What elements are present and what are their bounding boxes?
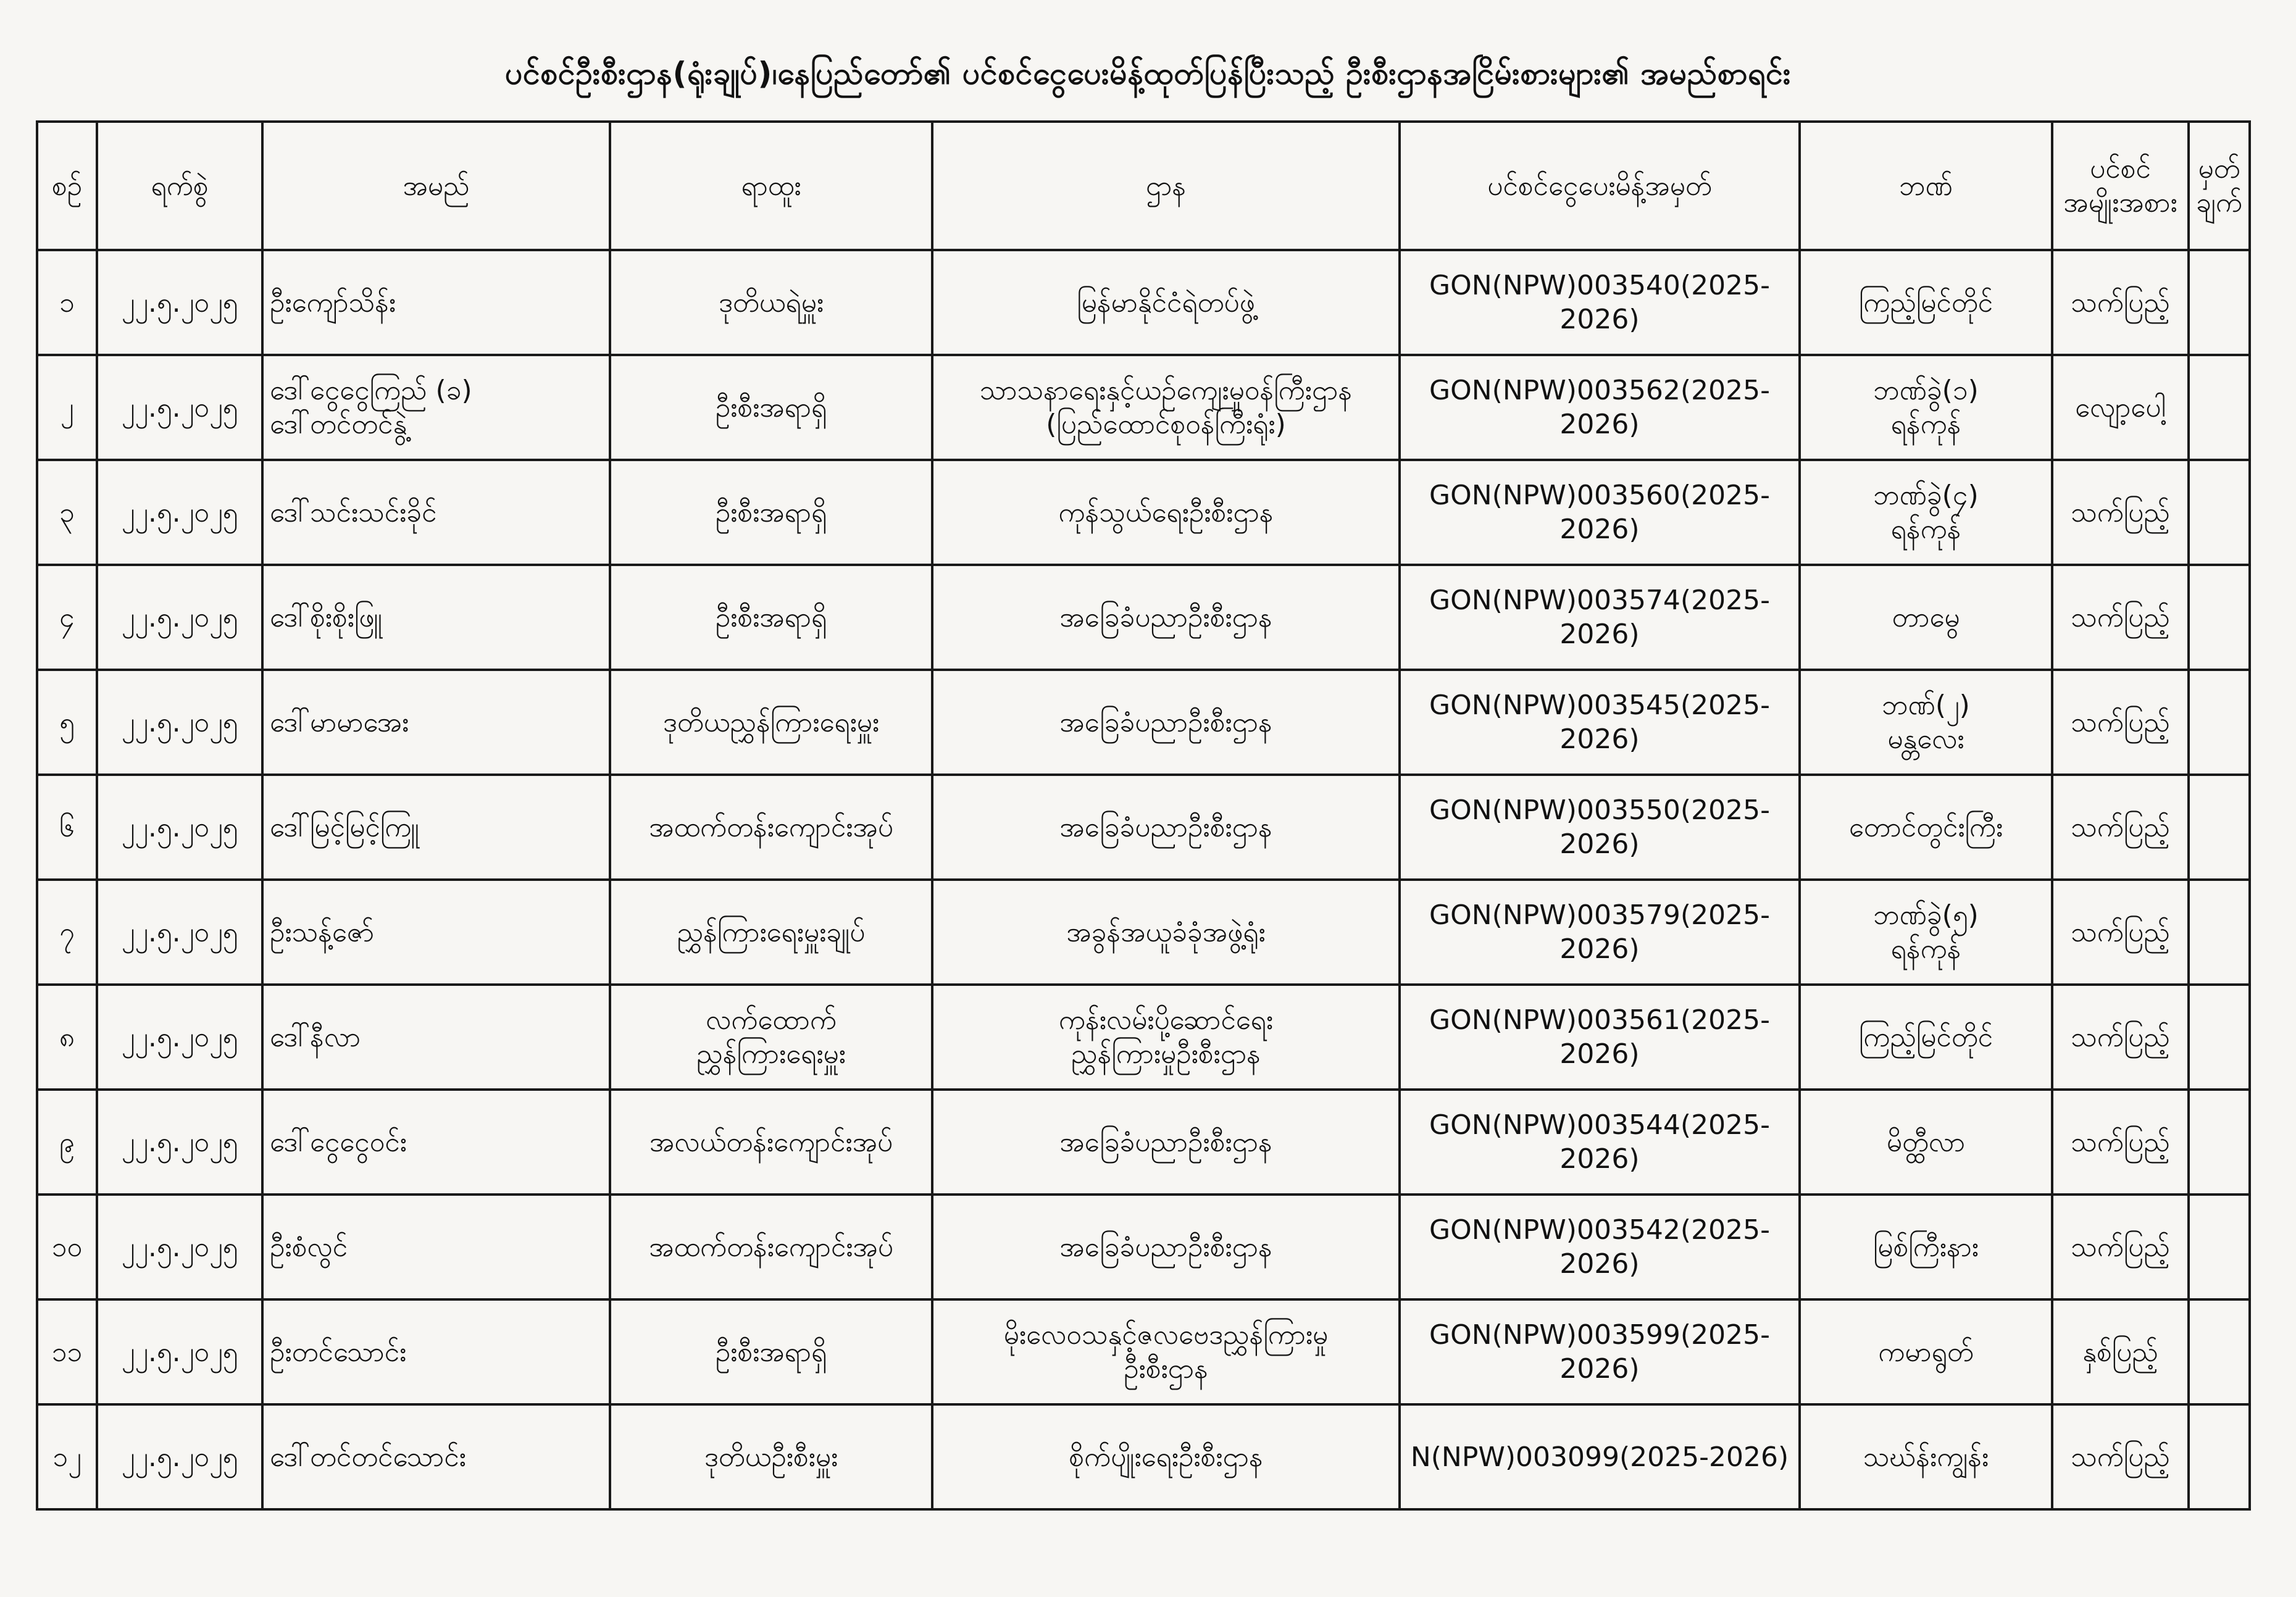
cell-dept [932, 1404, 1400, 1509]
table-body [37, 250, 2250, 1509]
cell-name [262, 1195, 610, 1299]
cell-rank [610, 880, 932, 985]
table-row [37, 460, 2250, 565]
header-type [2052, 122, 2189, 250]
table-row [37, 1299, 2250, 1404]
cell-dept [932, 880, 1400, 985]
cell-dept-line2: (ပြည်ထောင်စုဝန်ကြီးရုံး) [1046, 409, 1286, 440]
cell-name-line1: ဒေါ်ငွေငွေဝင်း [270, 1126, 407, 1158]
cell-dept-line1: မိုးလေဝသနှင့်ဇလဗေဒညွှန်ကြားမှု [1003, 1319, 1329, 1351]
cell-pension-no: GON(NPW)003561(2025-2026) [1400, 985, 1800, 1090]
cell-dept-line2: ဦးစီးဌာန [1124, 1353, 1208, 1385]
cell-name [262, 1404, 610, 1509]
cell-name [262, 985, 610, 1090]
cell-remark [2189, 1090, 2250, 1195]
table-row [37, 1090, 2250, 1195]
cell-rank-line1: အလယ်တန်းကျောင်းအုပ် [649, 1126, 893, 1158]
cell-pension-no: GON(NPW)003550(2025-2026) [1400, 775, 1800, 880]
header-no: စဉ် [37, 122, 97, 250]
header-remark-line1: မှတ် [2198, 153, 2240, 185]
cell-bank-line1: ဘဏ်(၂) [1882, 690, 1970, 721]
cell-remark [2189, 250, 2250, 355]
cell-remark [2189, 775, 2250, 880]
cell-dept [932, 1090, 1400, 1195]
cell-bank [1800, 355, 2052, 460]
document-title: ပင်စင်ဦးစီးဌာန(ရုံးချုပ်)၊နေပြည်တော်၏ ပင်စင်ငွေပေးမိန့်ထုတ်ပြန်ပြီးသည့် ဦးစီးဌာနအငြိမ်းစားများ၏ အမည်စာရင်း [504, 56, 1792, 91]
cell-name-line1: ဒေါ်မာမာအေး [270, 706, 409, 738]
cell-name-line1: ဒေါ်ငွေငွေကြည် (ခ) [270, 375, 472, 406]
cell-date: ၂၂.၅.၂၀၂၅ [97, 985, 262, 1090]
cell-type: သက်ပြည့် [2052, 775, 2189, 880]
cell-name-line1: ဒေါ်နီလာ [270, 1021, 361, 1053]
cell-bank [1800, 1299, 2052, 1404]
cell-bank [1800, 775, 2052, 880]
cell-bank [1800, 985, 2052, 1090]
cell-no: ၇ [37, 880, 97, 985]
cell-dept [932, 985, 1400, 1090]
cell-rank-line1: ဦးစီးအရာရှိ [715, 1336, 827, 1368]
cell-type: သက်ပြည့် [2052, 670, 2189, 775]
cell-dept-line1: ကုန်သွယ်ရေးဦးစီးဌာန [1058, 496, 1274, 528]
cell-bank-line1: မြစ်ကြီးနား [1873, 1231, 1979, 1263]
header-pension-no: ပင်စင်ငွေပေးမိန့်အမှတ် [1400, 122, 1800, 250]
cell-pension-no: GON(NPW)003540(2025-2026) [1400, 250, 1800, 355]
cell-dept-line1: သာသနာရေးနှင့်ယဉ်ကျေးမှုဝန်ကြီးဌာန [979, 375, 1353, 406]
table-row [37, 1404, 2250, 1509]
cell-date: ၂၂.၅.၂၀၂၅ [97, 775, 262, 880]
header-name: အမည် [262, 122, 610, 250]
cell-pension-no: GON(NPW)003579(2025-2026) [1400, 880, 1800, 985]
cell-date: ၂၂.၅.၂၀၂၅ [97, 355, 262, 460]
cell-no: ၁၁ [37, 1299, 97, 1404]
cell-name [262, 1090, 610, 1195]
cell-name [262, 250, 610, 355]
cell-dept [932, 355, 1400, 460]
cell-type: သက်ပြည့် [2052, 565, 2189, 670]
cell-rank [610, 1299, 932, 1404]
cell-bank-line1: မိတ္ထီလာ [1886, 1126, 1966, 1158]
cell-bank-line1: တောင်တွင်းကြီး [1848, 811, 2003, 843]
cell-dept [932, 1195, 1400, 1299]
table-header-row [37, 122, 2250, 250]
header-rank: ရာထူး [610, 122, 932, 250]
cell-name [262, 460, 610, 565]
cell-pension-no: GON(NPW)003574(2025-2026) [1400, 565, 1800, 670]
table-row [37, 985, 2250, 1090]
header-dept: ဌာန [932, 122, 1400, 250]
cell-name [262, 1299, 610, 1404]
cell-dept-line1: အခြေခံပညာဦးစီးဌာန [1059, 1126, 1272, 1158]
cell-remark [2189, 1404, 2250, 1509]
cell-bank [1800, 880, 2052, 985]
cell-rank-line1: လက်ထောက် [706, 1004, 837, 1036]
cell-bank [1800, 1090, 2052, 1195]
cell-remark [2189, 1299, 2250, 1404]
cell-dept [932, 670, 1400, 775]
cell-dept-line1: အခြေခံပညာဦးစီးဌာန [1059, 601, 1272, 633]
cell-bank [1800, 250, 2052, 355]
cell-type: သက်ပြည့် [2052, 460, 2189, 565]
cell-no: ၈ [37, 985, 97, 1090]
cell-no: ၉ [37, 1090, 97, 1195]
cell-no: ၁ [37, 250, 97, 355]
cell-type: နှစ်ပြည့် [2052, 1299, 2189, 1404]
cell-rank-line1: အထက်တန်းကျောင်းအုပ် [649, 1231, 893, 1263]
cell-pension-no: GON(NPW)003560(2025-2026) [1400, 460, 1800, 565]
cell-dept-line2: ညွှန်ကြားမှုဦးစီးဌာန [1071, 1038, 1261, 1070]
cell-no: ၅ [37, 670, 97, 775]
cell-type: သက်ပြည့် [2052, 1195, 2189, 1299]
header-remark-line2: ချက် [2196, 187, 2242, 219]
cell-rank-line1: ဒုတိယဦးစီးမှူး [704, 1441, 838, 1473]
cell-pension-no: GON(NPW)003542(2025-2026) [1400, 1195, 1800, 1299]
header-type-line2: အမျိုးအစား [2063, 187, 2177, 219]
cell-bank-line2: ရန်ကုန် [1890, 409, 1961, 440]
cell-rank [610, 355, 932, 460]
cell-no: ၄ [37, 565, 97, 670]
table-row [37, 1195, 2250, 1299]
cell-name [262, 565, 610, 670]
cell-pension-no: GON(NPW)003545(2025-2026) [1400, 670, 1800, 775]
cell-bank-line1: ကြည့်မြင်တိုင် [1858, 1021, 1993, 1053]
cell-bank [1800, 670, 2052, 775]
cell-no: ၃ [37, 460, 97, 565]
cell-rank [610, 775, 932, 880]
cell-date: ၂၂.၅.၂၀၂၅ [97, 460, 262, 565]
cell-bank [1800, 565, 2052, 670]
cell-remark [2189, 1195, 2250, 1299]
cell-remark [2189, 985, 2250, 1090]
cell-date: ၂၂.၅.၂၀၂၅ [97, 670, 262, 775]
cell-dept-line1: စိုက်ပျိုးရေးဦးစီးဌာန [1069, 1441, 1263, 1473]
cell-name [262, 670, 610, 775]
cell-type: သက်ပြည့် [2052, 880, 2189, 985]
cell-no: ၁၀ [37, 1195, 97, 1299]
cell-bank [1800, 1404, 2052, 1509]
cell-type: သက်ပြည့် [2052, 1404, 2189, 1509]
cell-rank-line1: ဦးစီးအရာရှိ [715, 391, 827, 423]
cell-name-line1: ဦးကျော်သိန်း [270, 286, 396, 319]
table-row [37, 670, 2250, 775]
cell-rank-line1: အထက်တန်းကျောင်းအုပ် [649, 811, 893, 843]
cell-rank-line1: ဦးစီးအရာရှိ [715, 496, 827, 528]
cell-dept [932, 775, 1400, 880]
cell-type: သက်ပြည့် [2052, 985, 2189, 1090]
cell-dept [932, 460, 1400, 565]
header-bank: ဘဏ် [1800, 122, 2052, 250]
cell-name-line1: ဒေါ်မြင့်မြင့်ကြူ [270, 811, 419, 843]
cell-rank-line1: ဒုတိယရဲမှူး [718, 286, 824, 319]
cell-bank-line1: ကမာရွတ် [1878, 1336, 1974, 1368]
cell-no: ၂ [37, 355, 97, 460]
cell-rank [610, 460, 932, 565]
cell-name-line1: ဦးစံလွင် [270, 1231, 348, 1263]
cell-rank [610, 670, 932, 775]
cell-rank-line1: ညွှန်ကြားရေးမှူးချုပ် [677, 916, 866, 948]
cell-no: ၁၂ [37, 1404, 97, 1509]
cell-date: ၂၂.၅.၂၀၂၅ [97, 1195, 262, 1299]
cell-bank-line1: ဘဏ်ခွဲ(၄) [1873, 480, 1979, 511]
cell-rank-line2: ညွှန်ကြားရေးမှူး [696, 1038, 846, 1070]
cell-remark [2189, 880, 2250, 985]
cell-rank [610, 1404, 932, 1509]
cell-name [262, 355, 610, 460]
cell-rank [610, 250, 932, 355]
cell-dept-line1: အခြေခံပညာဦးစီးဌာန [1059, 706, 1272, 738]
cell-name-line1: ဒေါ်သင်းသင်းခိုင် [270, 496, 437, 528]
cell-dept-line1: ကုန်းလမ်းပို့ဆောင်ရေး [1058, 1004, 1274, 1036]
cell-type: သက်ပြည့် [2052, 1090, 2189, 1195]
cell-dept [932, 250, 1400, 355]
cell-name [262, 775, 610, 880]
cell-bank-line2: ရန်ကုန် [1890, 933, 1961, 965]
pension-table [36, 120, 2251, 1511]
cell-bank-line1: ဘဏ်ခွဲ(၅) [1873, 899, 1979, 931]
cell-no: ၆ [37, 775, 97, 880]
cell-rank [610, 1090, 932, 1195]
cell-pension-no: N(NPW)003099(2025-2026) [1400, 1404, 1800, 1509]
cell-remark [2189, 355, 2250, 460]
cell-date: ၂၂.၅.၂၀၂၅ [97, 1299, 262, 1404]
cell-type: လျော့ပေါ့ [2052, 355, 2189, 460]
cell-bank-line1: သဃ်န်းကျွန်း [1863, 1441, 1989, 1473]
cell-name [262, 880, 610, 985]
cell-bank-line2: ရန်ကုန် [1890, 514, 1961, 545]
cell-name-line2: ဒေါ်တင်တင်နွဲ့ [270, 409, 407, 440]
cell-date: ၂၂.၅.၂၀၂၅ [97, 565, 262, 670]
cell-dept [932, 565, 1400, 670]
cell-dept [932, 1299, 1400, 1404]
cell-dept-line1: အခြေခံပညာဦးစီးဌာန [1059, 1231, 1272, 1263]
cell-date: ၂၂.၅.၂၀၂၅ [97, 880, 262, 985]
table-row [37, 250, 2250, 355]
cell-rank [610, 1195, 932, 1299]
cell-bank-line2: မန္တလေး [1887, 723, 1964, 755]
cell-name-line1: ဒေါ်စိုးစိုးဖြူ [270, 601, 383, 633]
cell-name-line1: ဦးတင်သောင်း [270, 1336, 407, 1368]
cell-bank [1800, 460, 2052, 565]
cell-dept-line1: အခွန်အယူခံခုံအဖွဲ့ရုံး [1066, 916, 1266, 948]
cell-pension-no: GON(NPW)003562(2025-2026) [1400, 355, 1800, 460]
cell-bank-line1: ဘဏ်ခွဲ(၁) [1873, 375, 1979, 406]
cell-name-line1: ဦးသန့်ဇော် [270, 916, 375, 948]
header-remark [2189, 122, 2250, 250]
cell-rank [610, 985, 932, 1090]
cell-name-line1: ဒေါ်တင်တင်သောင်း [270, 1441, 466, 1473]
cell-date: ၂၂.၅.၂၀၂၅ [97, 1090, 262, 1195]
cell-remark [2189, 565, 2250, 670]
cell-dept-line1: မြန်မာနိုင်ငံရဲတပ်ဖွဲ့ [1077, 286, 1255, 319]
cell-bank-line1: ကြည့်မြင်တိုင် [1858, 286, 1993, 319]
cell-date: ၂၂.၅.၂၀၂၅ [97, 1404, 262, 1509]
cell-remark [2189, 670, 2250, 775]
cell-rank-line1: ဒုတိယညွှန်ကြားရေးမှူး [662, 706, 880, 738]
cell-date: ၂၂.၅.၂၀၂၅ [97, 250, 262, 355]
cell-bank-line1: တာမွေ [1892, 601, 1960, 633]
cell-bank [1800, 1195, 2052, 1299]
cell-pension-no: GON(NPW)003544(2025-2026) [1400, 1090, 1800, 1195]
header-date: ရက်စွဲ [97, 122, 262, 250]
cell-remark [2189, 460, 2250, 565]
table-row [37, 355, 2250, 460]
cell-rank [610, 565, 932, 670]
table-row [37, 565, 2250, 670]
cell-type: သက်ပြည့် [2052, 250, 2189, 355]
table-row [37, 775, 2250, 880]
cell-rank-line1: ဦးစီးအရာရှိ [715, 601, 827, 633]
header-type-line1: ပင်စင် [2090, 153, 2151, 185]
table-row [37, 880, 2250, 985]
cell-dept-line1: အခြေခံပညာဦးစီးဌာန [1059, 811, 1272, 843]
cell-pension-no: GON(NPW)003599(2025-2026) [1400, 1299, 1800, 1404]
